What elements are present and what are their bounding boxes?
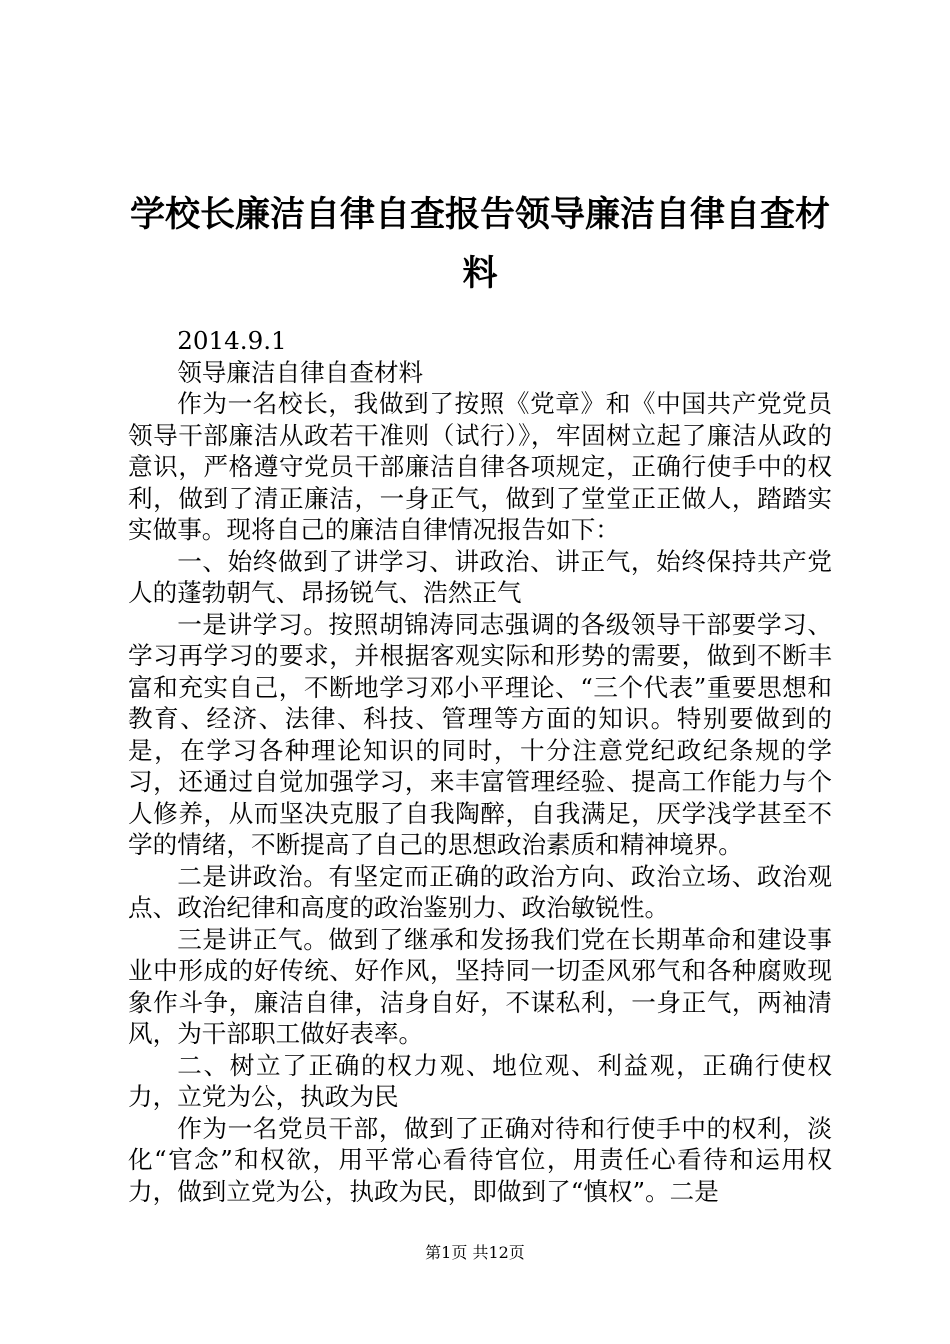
- section-heading-2: 二、树立了正确的权力观、地位观、利益观，正确行使权力，立党为公，执政为民: [128, 1050, 832, 1111]
- intro-paragraph: 作为一名校长，我做到了按照《党章》和《中国共产党党员领导干部廉洁从政若干准则（试行）》，牢固树立起了廉洁从政的意识，严格遵守党员干部廉洁自律各项规定，正确行使手中的权利，做到了清正廉洁，一身正气，做到了堂堂正正做人，踏踏实实做事。现将自己的廉洁自律情况报告如下：: [128, 389, 832, 544]
- paragraph-politics: 二是讲政治。有坚定而正确的政治方向、政治立场、政治观点、政治纪律和高度的政治鉴别力、政治敏锐性。: [128, 861, 832, 922]
- document-body: [128, 325, 832, 1207]
- subtitle-line: 领导廉洁自律自查材料: [177, 357, 424, 387]
- date-line: 2014.9.1: [177, 326, 287, 355]
- document-title: 学校长廉洁自律自查报告领导廉洁自律自查材料: [129, 195, 830, 294]
- page-number-footer: 第1页 共12页: [425, 1243, 525, 1262]
- section-heading-1: 一、始终做到了讲学习、讲政治、讲正气，始终保持共产党人的蓬勃朝气、昂扬锐气、浩然正气: [128, 546, 832, 607]
- paragraph-study: 一是讲学习。按照胡锦涛同志强调的各级领导干部要学习、学习再学习的要求，并根据客观实际和形势的需要，做到不断丰富和充实自己，不断地学习邓小平理论、“三个代表”重要思想和教育、经济、法律、科技、管理等方面的知识。特别要做到的是，在学习各种理论知识的同时，十分注意党纪政纪条规的学习，还通过自觉加强学习，来丰富管理经验、提高工作能力与个人修养，从而坚决克服了自我陶醉，自我满足，厌学浅学甚至不学的情绪，不断提高了自己的思想政治素质和精神境界。: [128, 609, 832, 859]
- paragraph-integrity: 三是讲正气。做到了继承和发扬我们党在长期革命和建设事业中形成的好传统、好作风，坚持同一切歪风邪气和各种腐败现象作斗争，廉洁自律，洁身自好，不谋私利，一身正气，两袖清风，为干部职工做好表率。: [128, 924, 832, 1048]
- paragraph-power: 作为一名党员干部，做到了正确对待和行使手中的权利，淡化“官念”和权欲，用平常心看待官位，用责任心看待和运用权力，做到立党为公，执政为民，即做到了“慎权”。二是: [128, 1113, 832, 1206]
